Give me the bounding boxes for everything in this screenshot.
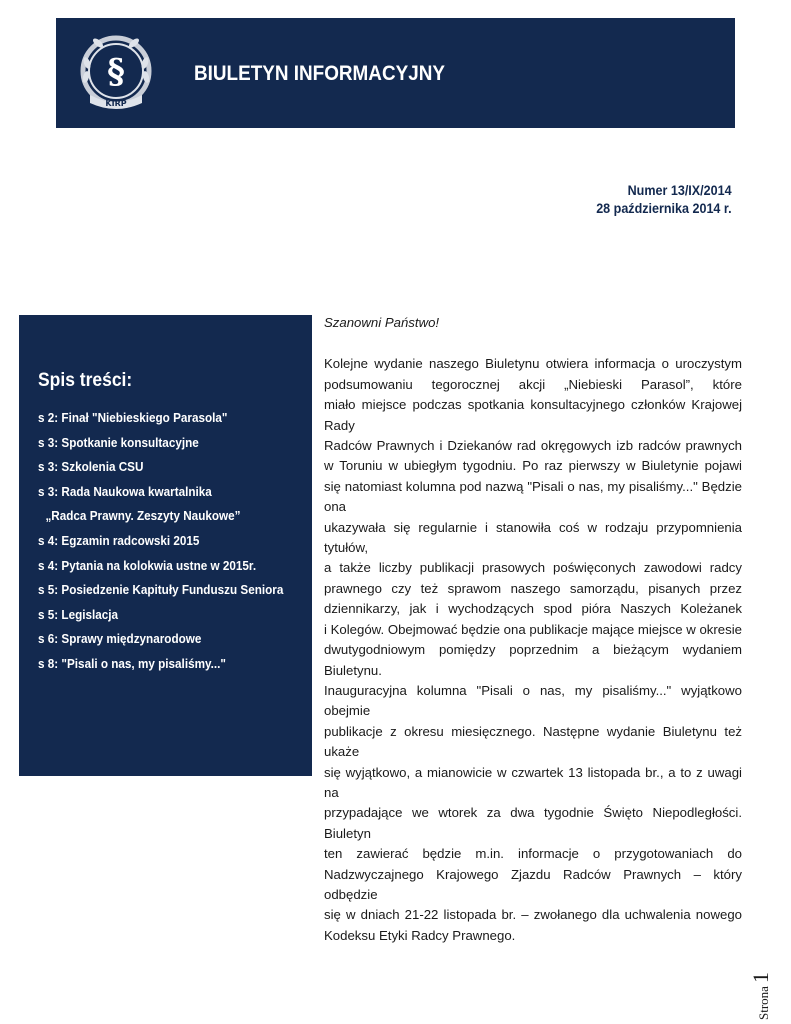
letter-line: Inauguracyjna kolumna "Pisali o nas, my pisaliśmy..." wyjątkowo obejmie <box>324 682 742 719</box>
letter-line: Kolejne wydanie naszego Biuletynu otwiera informacja o uroczystym <box>324 356 742 372</box>
svg-text:KIRP: KIRP <box>105 99 127 108</box>
toc-title: Spis treści: <box>38 370 133 391</box>
toc-item[interactable]: s 3: Rada Naukowa kwartalnika <box>38 484 212 499</box>
table-of-contents <box>19 315 312 776</box>
letter-line: w Toruniu w ubiegłym tygodniu. Po raz pierwszy w Biuletynie pojawi <box>324 458 742 474</box>
toc-item[interactable]: s 8: "Pisali o nas, my pisaliśmy..." <box>38 656 226 671</box>
issue-info <box>586 182 732 218</box>
letter-line: Nadzwyczajnego Krajowego Zjazdu Radców Prawnych – który odbędzie <box>324 866 742 902</box>
letter-line: dziennikarzy, jak i wychodzących spod pióra Naszych Koleżanek <box>324 601 742 617</box>
letter-line: a także liczby publikacji prasowych poświęconych zawodowi radcy <box>324 560 742 576</box>
letter-line: Radców Prawnych i Dziekanów rad okręgowych izb radców prawnych <box>324 438 742 454</box>
toc-item[interactable]: s 4: Pytania na kolokwia ustne w 2015r. <box>38 558 257 573</box>
svg-text:§: § <box>107 52 125 92</box>
toc-item[interactable]: s 2: Finał "Niebieskiego Parasola" <box>38 411 228 425</box>
page-number: 1 <box>748 972 773 984</box>
toc-item-continuation[interactable]: „Radca Prawny. Zeszyty Naukowe” <box>45 509 241 524</box>
letter-line: ten zawierać będzie m.in. informacje o przygotowaniach do <box>324 846 742 862</box>
letter-greeting: Szanowni Państwo! <box>324 315 440 330</box>
header-banner <box>56 18 735 128</box>
issue-date: 28 października 2014 r. <box>596 201 732 216</box>
toc-item[interactable]: s 5: Posiedzenie Kapituły Funduszu Seniora <box>38 583 284 598</box>
letter-line: przypadające we wtorek za dwa tygodnie Święto Niepodległości. Biuletyn <box>324 805 742 841</box>
letter-line: się natomiast kolumna pod nazwą "Pisali o nas, my pisaliśmy..." Będzie ona <box>324 478 742 515</box>
toc-item[interactable]: s 3: Szkolenia CSU <box>38 460 144 475</box>
toc-item[interactable]: s 5: Legislacja <box>38 607 119 622</box>
newsletter-title: BIULETYN INFORMACYJNY <box>194 62 445 85</box>
editorial-letter <box>324 313 742 946</box>
letter-line: Kodeksu Etyki Radcy Prawnego. <box>324 927 516 943</box>
letter-line: podsumowaniu tegorocznej akcji „Niebieski Parasol”, które <box>324 376 742 392</box>
page-label: Strona <box>756 986 771 1020</box>
letter-line: publikacje z okresu miesięcznego. Następne wydanie Biuletynu też ukaże <box>324 723 742 760</box>
page-footer <box>748 960 788 1020</box>
letter-body <box>324 354 742 946</box>
kirp-logo <box>76 33 156 113</box>
letter-line: dwutygodniowym pomiędzy poprzednim a bieżącym wydaniem Biuletynu. <box>324 642 742 678</box>
toc-item[interactable]: s 6: Sprawy międzynarodowe <box>38 632 202 647</box>
letter-line: prawnego czy też sprawom naszego samorządu, pisanych przez <box>324 580 742 596</box>
letter-line: się wyjątkowo, a mianowicie w czwartek 13 listopada br., a to z uwagi na <box>324 764 742 800</box>
letter-line: ukazywała się regularnie i stanowiła coś w rodzaju przypomnienia tytułów, <box>324 519 742 556</box>
toc-item[interactable]: s 3: Spotkanie konsultacyjne <box>38 435 199 450</box>
letter-line: i Kolegów. Obejmować będzie ona publikacje mające miejsce w okresie <box>324 621 742 637</box>
section-sign-icon <box>76 33 156 113</box>
toc-list <box>38 410 302 681</box>
toc-item[interactable]: s 4: Egzamin radcowski 2015 <box>38 533 200 548</box>
letter-line: miało miejsce podczas spotkania konsultacyjnego członków Krajowej Rady <box>324 397 742 433</box>
letter-line: się w dniach 21-22 listopada br. – zwołanego dla uchwalenia nowego <box>324 907 742 923</box>
issue-number: Numer 13/IX/2014 <box>627 183 732 198</box>
